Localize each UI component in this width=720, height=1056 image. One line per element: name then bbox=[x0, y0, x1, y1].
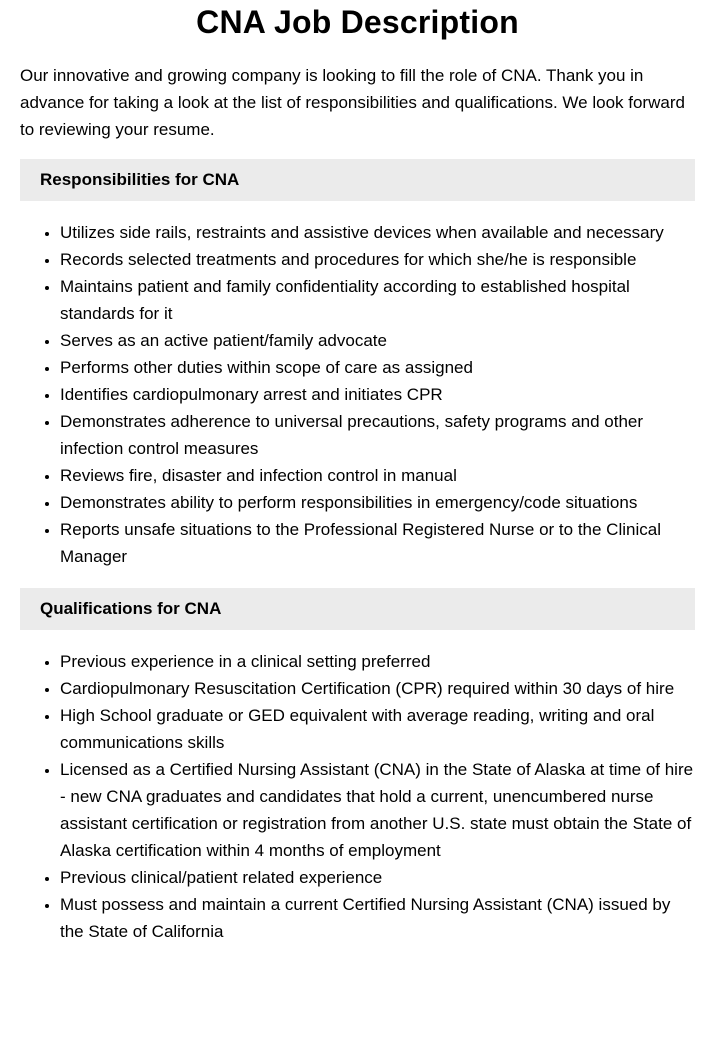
list-item: • Maintains patient and family confidentiality according to established hospital standards for it bbox=[60, 273, 695, 327]
list-item: • Demonstrates adherence to universal precautions, safety programs and other infection control measures bbox=[60, 408, 695, 462]
qualifications-heading: Qualifications for CNA bbox=[20, 588, 695, 630]
list-item: • Identifies cardiopulmonary arrest and initiates CPR bbox=[60, 381, 695, 408]
list-item: • Performs other duties within scope of care as assigned bbox=[60, 354, 695, 381]
qualifications-list bbox=[20, 648, 695, 945]
responsibilities-list bbox=[20, 219, 695, 570]
list-item: • Reports unsafe situations to the Professional Registered Nurse or to the Clinical Manager bbox=[60, 516, 695, 570]
list-item: • Must possess and maintain a current Certified Nursing Assistant (CNA) issued by the State of California bbox=[60, 891, 695, 945]
list-item: • Reviews fire, disaster and infection control in manual bbox=[60, 462, 695, 489]
intro-paragraph: Our innovative and growing company is looking to fill the role of CNA. Thank you in advance for taking a look at the list of responsibilities and qualifications. We look forward to reviewing your resume. bbox=[20, 66, 685, 139]
list-item: • Records selected treatments and procedures for which she/he is responsible bbox=[60, 246, 695, 273]
list-item: • Previous experience in a clinical setting preferred bbox=[60, 648, 695, 675]
list-item: • Cardiopulmonary Resuscitation Certification (CPR) required within 30 days of hire bbox=[60, 675, 695, 702]
list-item: • Serves as an active patient/family advocate bbox=[60, 327, 695, 354]
page-title: CNA Job Description bbox=[196, 4, 519, 40]
list-item: • High School graduate or GED equivalent with average reading, writing and oral communications skills bbox=[60, 702, 695, 756]
list-item: • Previous clinical/patient related experience bbox=[60, 864, 695, 891]
list-item: • Utilizes side rails, restraints and assistive devices when available and necessary bbox=[60, 219, 695, 246]
list-item: • Licensed as a Certified Nursing Assistant (CNA) in the State of Alaska at time of hire - new CNA graduates and candidates that hold a current, unencumbered nurse assistant certification or registration from another U.S. state must obtain the State of Alaska certification within 4 months of employment bbox=[60, 756, 695, 864]
responsibilities-heading: Responsibilities for CNA bbox=[20, 159, 695, 201]
list-item: • Demonstrates ability to perform responsibilities in emergency/code situations bbox=[60, 489, 695, 516]
